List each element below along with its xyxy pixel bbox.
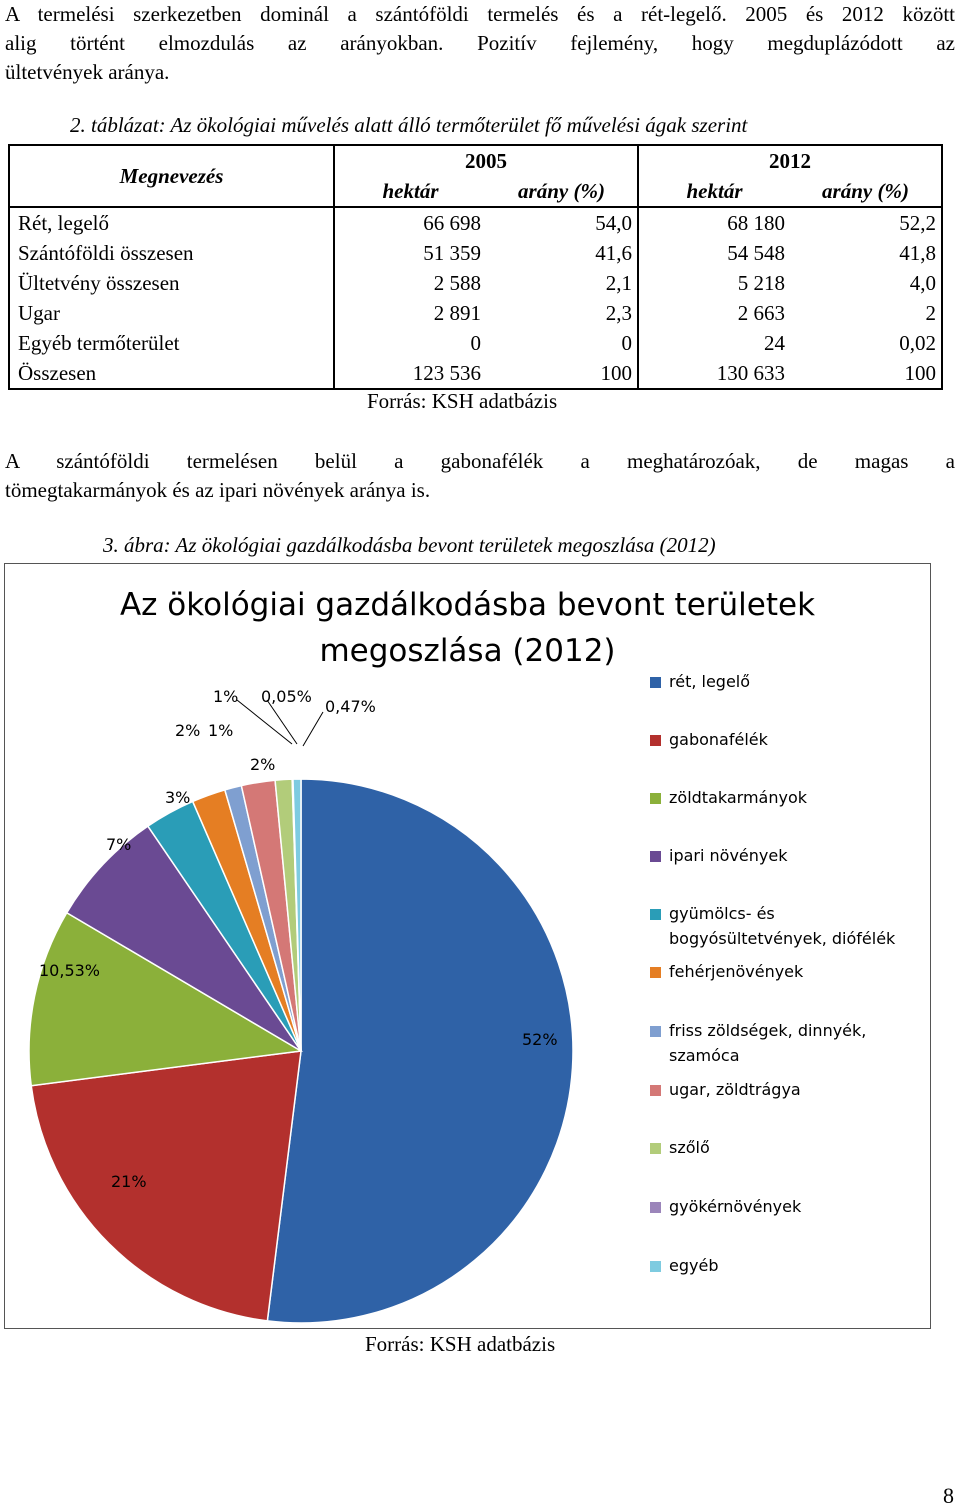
table-cell: 100: [486, 358, 638, 389]
legend-label: gyökérnövények: [669, 1197, 802, 1216]
legend-swatch: [650, 851, 661, 862]
table-cell: 68 180: [638, 207, 790, 238]
table-cell: 5 218: [737, 271, 785, 295]
slice-label: 52%: [522, 1030, 558, 1049]
legend-swatch: [650, 909, 661, 920]
slice-label: 7%: [106, 835, 132, 854]
table-cell: 24: [764, 331, 785, 355]
table-cell: 130 633: [638, 358, 790, 389]
para-line: tömegtakarmányok és az ipari növények aránya is.: [5, 478, 431, 502]
name-header: Megnevezés: [9, 145, 334, 207]
legend-swatch: [650, 1202, 661, 1213]
pie-slice: [267, 779, 573, 1323]
legend-label: zöldtakarmányok: [669, 788, 808, 807]
legend-swatch: [650, 793, 661, 804]
row-label: Ültetvény összesen: [9, 268, 334, 298]
table-cell: 54 548: [727, 241, 785, 265]
table-cell: 0: [470, 331, 481, 355]
legend-swatch: [650, 1085, 661, 1096]
page-number: 8: [943, 1483, 954, 1508]
figure-caption: 3. ábra: Az ökológiai gazdálkodásba bevont területek megoszlása (2012): [103, 533, 716, 557]
table-cell: 4,0: [790, 268, 942, 298]
slice-label: 1%: [213, 687, 239, 706]
table-row: [9, 268, 942, 298]
legend-swatch: [650, 967, 661, 978]
unit-header: arány (%): [486, 176, 638, 207]
table-cell: 0,02: [790, 328, 942, 358]
table-cell: 123 536: [334, 358, 486, 389]
legend-label: egyéb: [669, 1256, 719, 1275]
legend-swatch: [650, 1026, 661, 1037]
row-label: Egyéb termőterület: [9, 328, 334, 358]
para-line: A szántóföldi termelésen belül a gabonafélék a meghatározóak, de magas a: [5, 449, 955, 473]
table-cell: 2 663: [737, 301, 785, 325]
row-label: Szántóföldi összesen: [9, 238, 334, 268]
legend-label: rét, legelő: [669, 672, 751, 691]
unit-header: hektár: [334, 176, 486, 207]
leader-line: [303, 712, 323, 746]
legend-swatch: [650, 677, 661, 688]
legend-swatch: [650, 1261, 661, 1272]
legend-label: gabonafélék: [669, 730, 768, 749]
table-cell: 52,2: [790, 207, 942, 238]
legend-label: friss zöldségek, dinnyék, szamóca: [669, 1021, 867, 1065]
slice-label: 0,05%: [261, 687, 312, 706]
year-header: 2005: [334, 145, 638, 176]
table-cell: 66 698: [334, 207, 486, 238]
pie-chart-frame: [4, 563, 931, 1329]
slice-label: 3%: [165, 788, 191, 807]
table-body: [9, 207, 942, 389]
row-label: Ugar: [9, 298, 334, 328]
table-row: [9, 207, 942, 238]
table-row: [9, 358, 942, 389]
row-label: Összesen: [9, 358, 334, 389]
table-cell: 2,1: [486, 268, 638, 298]
legend-label: fehérjenövények: [669, 962, 804, 981]
table-cell: 2,3: [486, 298, 638, 328]
table-row: [9, 238, 942, 268]
table-row: [9, 298, 942, 328]
legend-swatch: [650, 735, 661, 746]
unit-header: hektár: [686, 179, 743, 203]
slice-label: 10,53%: [39, 961, 101, 980]
slice-label: 2%: [175, 721, 201, 740]
table-cell: 51 359: [423, 241, 481, 265]
slice-label: 2%: [250, 755, 276, 774]
table-cell: 2 891: [433, 301, 481, 325]
chart-title-line: Az ökológiai gazdálkodásba bevont területek: [119, 587, 816, 623]
slice-label: 1%: [208, 721, 234, 740]
table-source: Forrás: KSH adatbázis: [367, 389, 558, 413]
leader-line: [267, 700, 297, 744]
table-cell: 2: [790, 298, 942, 328]
year-header: 2012: [638, 145, 942, 176]
unit-header: arány (%): [790, 176, 942, 207]
legend-label: ipari növények: [669, 846, 788, 865]
table-cell: 2 588: [433, 271, 481, 295]
area-table: [8, 144, 943, 390]
intro-line: alig történt elmozdulás az arányokban. Pozitív fejlemény, hogy megduplázódott az: [5, 31, 955, 55]
legend-label: ugar, zöldtrágya: [669, 1080, 801, 1099]
chart-title-line: megoszlása (2012): [319, 633, 616, 669]
figure-source: Forrás: KSH adatbázis: [365, 1332, 556, 1356]
row-label: Rét, legelő: [9, 207, 334, 238]
slice-label: 0,47%: [325, 697, 376, 716]
table-caption: 2. táblázat: Az ökológiai művelés alatt álló termőterület fő művelési ágak szerint: [70, 113, 748, 137]
table-row: [9, 328, 942, 358]
table-cell: 0: [486, 328, 638, 358]
leader-line: [237, 700, 292, 744]
pie-slice: [31, 1051, 301, 1321]
intro-line: A termelési szerkezetben dominál a szántóföldi termelés és a rét-legelő. 2005 és 2012 között: [5, 2, 955, 26]
intro-line: ültetvények aránya.: [5, 60, 170, 84]
legend-label: szőlő: [669, 1138, 710, 1157]
table-cell: 41,6: [486, 238, 638, 268]
table-cell: 54,0: [486, 207, 638, 238]
slice-label: 21%: [111, 1172, 147, 1191]
second-paragraph: [5, 447, 955, 505]
table-cell: 100: [790, 358, 942, 389]
legend-swatch: [650, 1143, 661, 1154]
table-cell: 41,8: [790, 238, 942, 268]
intro-paragraph: [5, 0, 955, 87]
legend-label: gyümölcs- és bogyósültetvények, diófélék: [669, 904, 896, 948]
